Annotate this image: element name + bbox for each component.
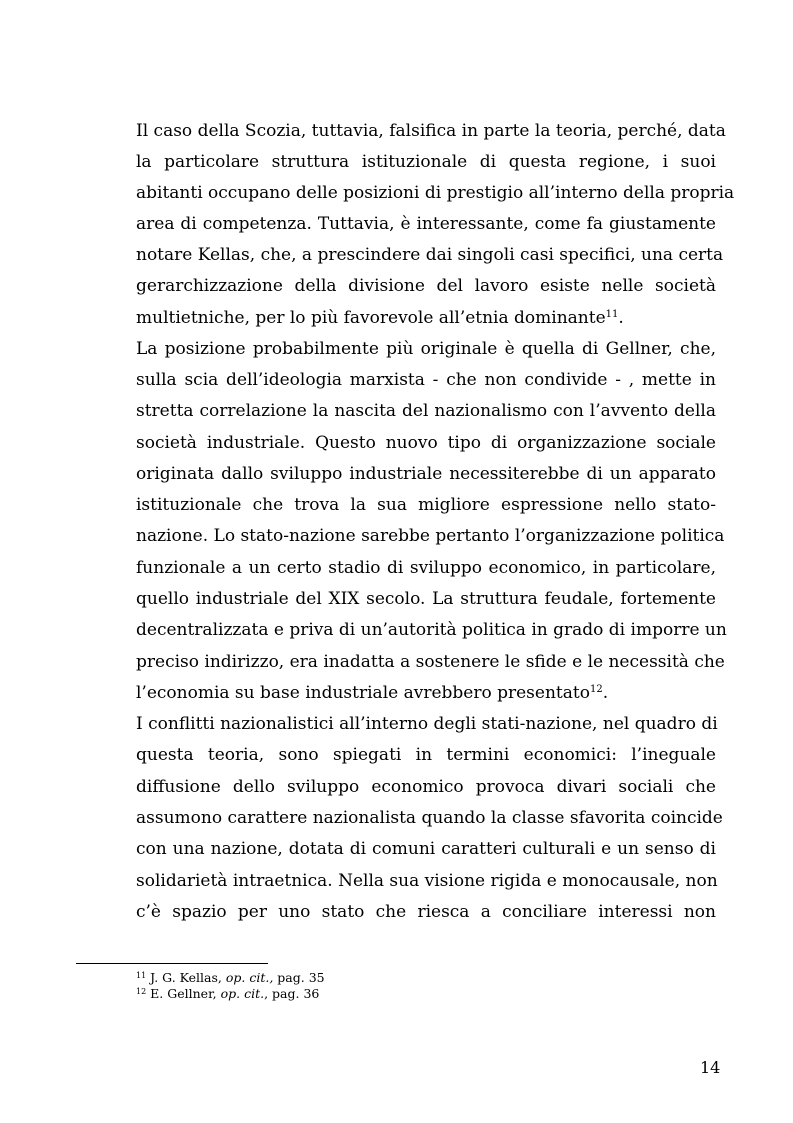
page-number: 14 xyxy=(700,1058,721,1077)
text-line: diffusione dello sviluppo economico provoca divari sociali che xyxy=(136,777,716,797)
text-line: gerarchizzazione della divisione del lavoro esiste nelle società xyxy=(136,276,716,296)
footnote-ref: 11 xyxy=(605,309,619,320)
text-line: area di competenza. Tuttavia, è interessante, come fa giustamente xyxy=(136,214,716,234)
text-line: questa teoria, sono spiegati in termini economici: l’ineguale xyxy=(136,745,716,765)
text-line: originata dallo sviluppo industriale necessiterebbe di un apparato xyxy=(136,464,716,484)
text-line: notare Kellas, che, a prescindere dai singoli casi specifici, una certa xyxy=(136,245,724,265)
footnote-separator xyxy=(76,963,268,964)
text-line: abitanti occupano delle posizioni di prestigio all’interno della propria xyxy=(136,183,735,203)
text-line: stretta correlazione la nascita del nazionalismo con l’avvento della xyxy=(136,401,716,421)
footnote: $^{11}$ J. G. Kellas, op. cit., pag. 35 xyxy=(136,970,325,985)
footnote-number: 11 xyxy=(136,971,147,980)
text-line: con una nazione, dotata di comuni caratteri culturali e un senso di xyxy=(136,839,716,859)
footnote-number: 12 xyxy=(136,987,147,996)
text-line: quello industriale del XIX secolo. La struttura feudale, fortemente xyxy=(136,589,716,609)
text-line: l’economia su base industriale avrebbero presentato$^{12}$. xyxy=(136,683,609,703)
text-line: decentralizzata e priva di un’autorità politica in grado di imporre un xyxy=(136,620,727,640)
text-line: società industriale. Questo nuovo tipo di organizzazione sociale xyxy=(136,433,716,453)
text-line: funzionale a un certo stadio di sviluppo economico, in particolare, xyxy=(136,558,716,578)
text-line: assumono carattere nazionalista quando la classe sfavorita coincide xyxy=(136,808,723,828)
text-line: I conflitti nazionalistici all’interno degli stati-nazione, nel quadro di xyxy=(136,714,718,734)
text-line: la particolare struttura istituzionale di questa regione, i suoi xyxy=(136,152,716,172)
text-line: Il caso della Scozia, tuttavia, falsifica in parte la teoria, perché, data xyxy=(136,121,726,141)
text-line: istituzionale che trova la sua migliore espressione nello stato- xyxy=(136,495,716,515)
text-line: preciso indirizzo, era inadatta a sostenere le sfide e le necessità che xyxy=(136,652,725,672)
text-line: nazione. Lo stato-nazione sarebbe pertanto l’organizzazione politica xyxy=(136,526,725,546)
footnote: $^{12}$ E. Gellner, op. cit., pag. 36 xyxy=(136,986,320,1001)
footnote-ref: 12 xyxy=(589,684,603,695)
text-line: multietniche, per lo più favorevole all’etnia dominante$^{11}$. xyxy=(136,308,624,328)
text-line: sulla scia dell’ideologia marxista - che non condivide - , mette in xyxy=(136,370,716,390)
text-line: c’è spazio per uno stato che riesca a conciliare interessi non xyxy=(136,902,716,922)
text-line: La posizione probabilmente più originale è quella di Gellner, che, xyxy=(136,339,716,359)
text-line: solidarietà intraetnica. Nella sua visione rigida e monocausale, non xyxy=(136,871,718,891)
